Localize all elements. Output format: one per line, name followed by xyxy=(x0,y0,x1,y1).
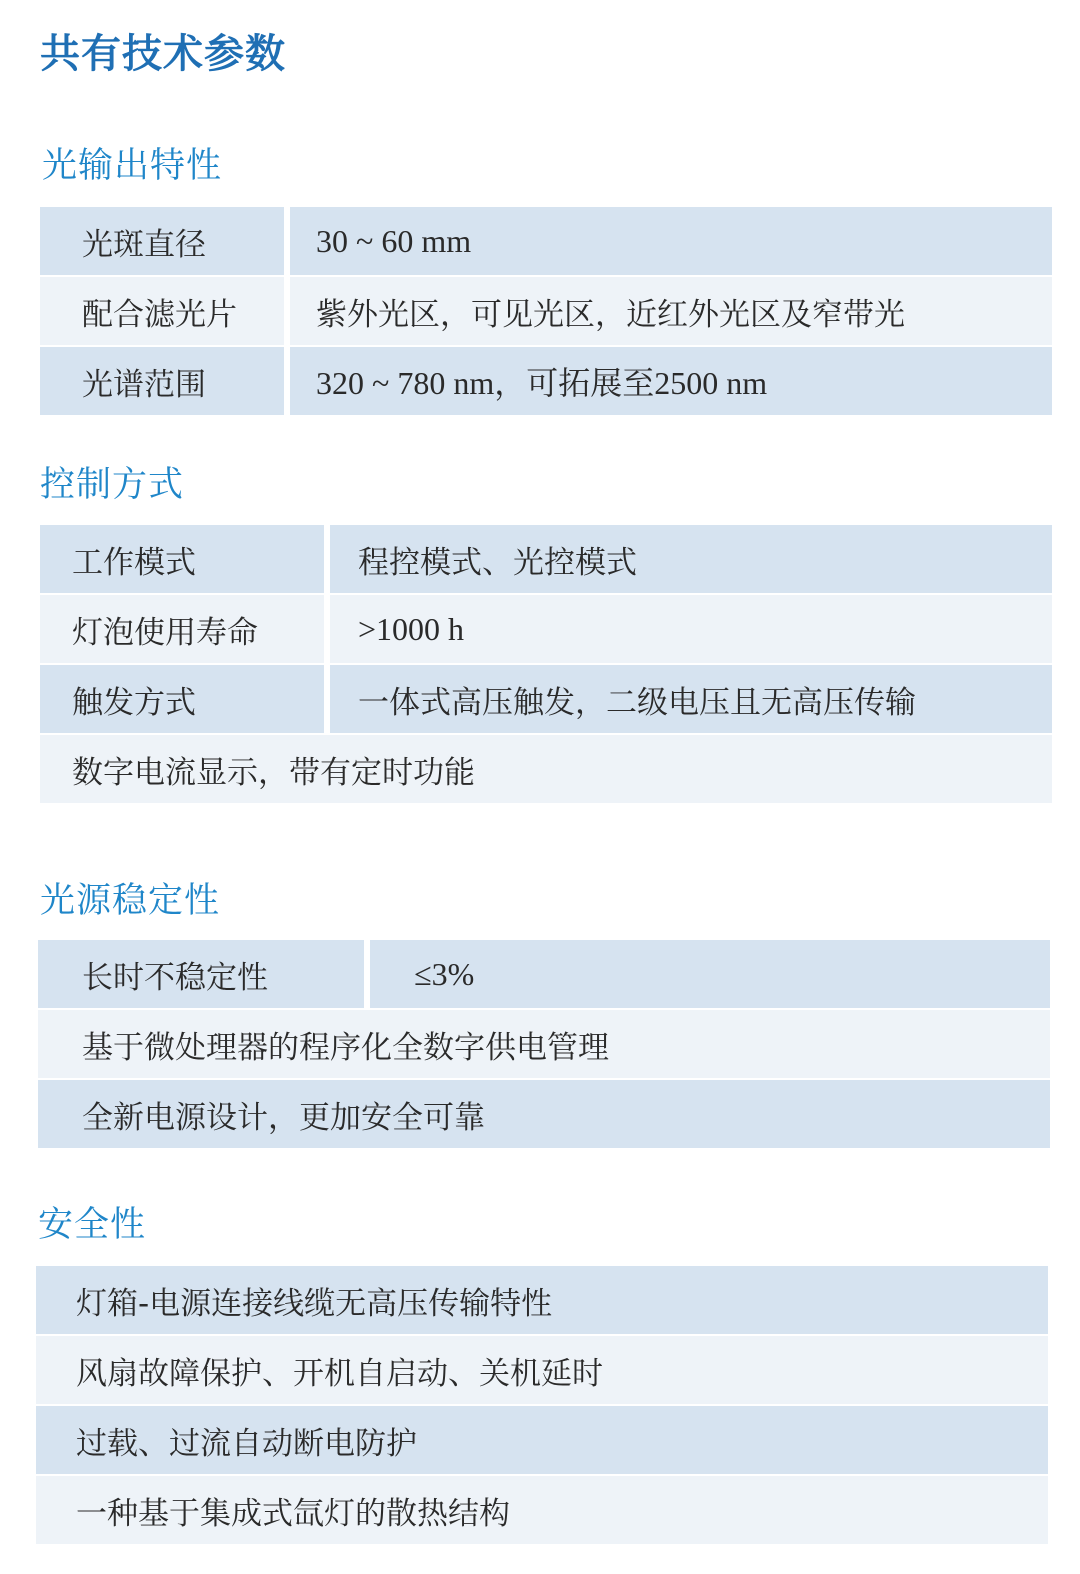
row-full-text: 灯箱-电源连接线缆无高压传输特性 xyxy=(36,1266,1048,1334)
row-full-text: 数字电流显示，带有定时功能 xyxy=(40,735,1052,803)
row-label: 灯泡使用寿命 xyxy=(40,595,324,663)
table-row xyxy=(40,347,1052,415)
table-row xyxy=(36,1476,1048,1544)
table-row xyxy=(40,207,1052,275)
table-row xyxy=(36,1336,1048,1404)
row-label: 光斑直径 xyxy=(40,207,284,275)
row-label: 光谱范围 xyxy=(40,347,284,415)
row-value: ≤3% xyxy=(370,940,1050,1008)
row-label: 长时不稳定性 xyxy=(38,940,364,1008)
row-full-text: 过载、过流自动断电防护 xyxy=(36,1406,1048,1474)
row-full-text: 全新电源设计，更加安全可靠 xyxy=(38,1080,1050,1148)
table-row xyxy=(38,1080,1050,1148)
row-full-text: 风扇故障保护、开机自启动、关机延时 xyxy=(36,1336,1048,1404)
section-title-stability: 光源稳定性 xyxy=(40,881,221,921)
row-label: 配合滤光片 xyxy=(40,277,284,345)
row-value: 程控模式、光控模式 xyxy=(330,525,1052,593)
row-value: 30 ~ 60 mm xyxy=(290,207,1052,275)
table-row xyxy=(40,277,1052,345)
table-row xyxy=(40,595,1052,663)
section-title-light-output: 光输出特性 xyxy=(42,146,223,186)
table-row xyxy=(36,1406,1048,1474)
table-row xyxy=(40,525,1052,593)
page-title: 共有技术参数 xyxy=(40,31,286,77)
row-full-text: 基于微处理器的程序化全数字供电管理 xyxy=(38,1010,1050,1078)
table-row xyxy=(38,1010,1050,1078)
row-label: 触发方式 xyxy=(40,665,324,733)
table-row xyxy=(40,665,1052,733)
table-row xyxy=(38,940,1050,1008)
table-row xyxy=(36,1266,1048,1334)
row-value: >1000 h xyxy=(330,595,1052,663)
section-title-control-mode: 控制方式 xyxy=(40,465,185,505)
section-title-safety: 安全性 xyxy=(38,1205,147,1245)
row-value: 一体式高压触发，二级电压且无高压传输 xyxy=(330,665,1052,733)
row-value: 320 ~ 780 nm，可拓展至2500 nm xyxy=(290,347,1052,415)
row-label: 工作模式 xyxy=(40,525,324,593)
row-value: 紫外光区，可见光区，近红外光区及窄带光 xyxy=(290,277,1052,345)
table-row xyxy=(40,735,1052,803)
row-full-text: 一种基于集成式氙灯的散热结构 xyxy=(36,1476,1048,1544)
